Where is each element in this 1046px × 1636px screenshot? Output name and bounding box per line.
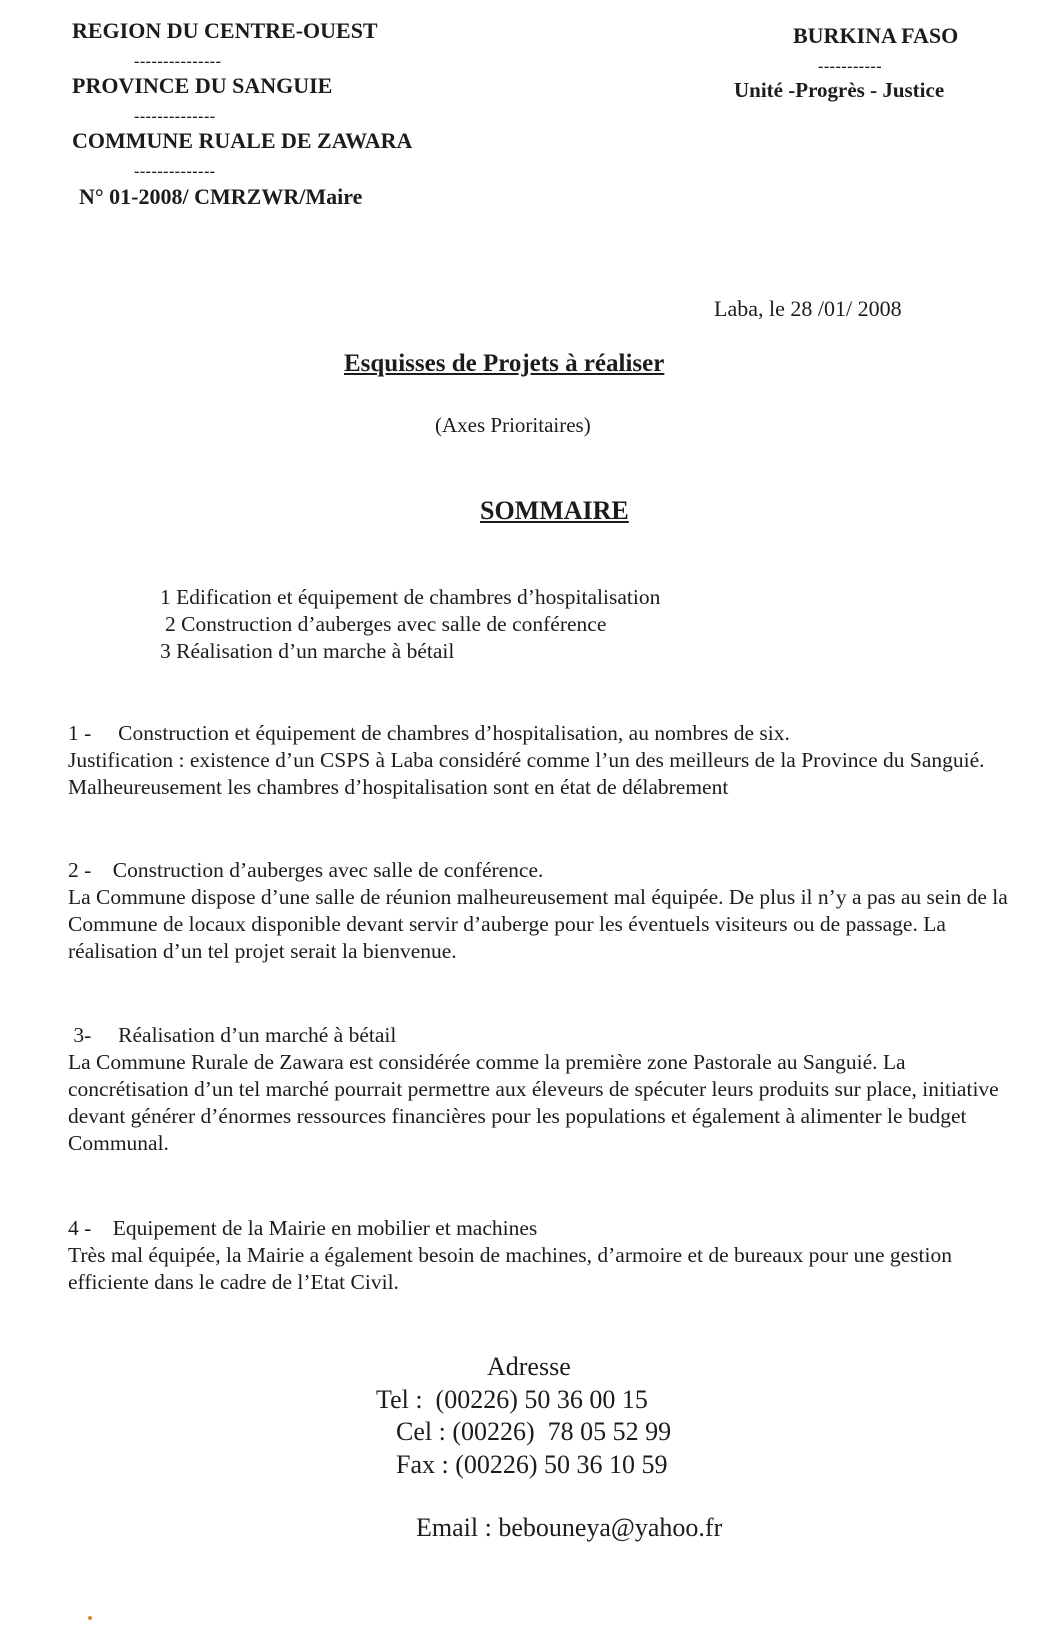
section-text: Justification : existence d’un CSPS à Laba considéré comme l’un des meilleurs de la Province du Sanguié. Malheureusement les chambres d’hospitalisation sont en état de délabrement: [68, 748, 985, 799]
reference-number: N° 01-2008/ CMRZWR/Maire: [79, 184, 363, 209]
separator: --------------: [134, 163, 216, 180]
country-heading: BURKINA FASO: [793, 23, 959, 48]
separator: --------------: [134, 108, 216, 125]
separator: ---------------: [134, 53, 222, 70]
commune-heading: COMMUNE RUALE DE ZAWARA: [72, 128, 413, 153]
motto: Unité -Progrès - Justice: [734, 78, 945, 102]
section-4: [68, 1215, 1028, 1296]
contact-fax: Fax : (00226) 50 36 10 59: [396, 1450, 668, 1479]
document-title: Esquisses de Projets à réaliser: [344, 350, 665, 377]
section-title: 2 - Construction d’auberges avec salle de conférence.: [68, 858, 544, 882]
contact-heading: Adresse: [487, 1352, 571, 1381]
section-3: [68, 1022, 1028, 1157]
date-line: Laba, le 28 /01/ 2008: [714, 296, 902, 321]
section-title: 1 - Construction et équipement de chambres d’hospitalisation, au nombres de six.: [68, 721, 790, 745]
region-heading: REGION DU CENTRE-OUEST: [72, 18, 378, 43]
summary-item: 3 Réalisation d’un marche à bétail: [160, 639, 455, 663]
summary-heading: SOMMAIRE: [480, 496, 629, 525]
contact-email[interactable]: Email : bebouneya@yahoo.fr: [416, 1513, 723, 1542]
separator: -----------: [818, 58, 883, 75]
document-subtitle: (Axes Prioritaires): [435, 413, 591, 437]
province-heading: PROVINCE DU SANGUIE: [72, 73, 333, 98]
section-title: 4 - Equipement de la Mairie en mobilier et machines: [68, 1216, 538, 1240]
contact-cel: Cel : (00226) 78 05 52 99: [396, 1417, 672, 1446]
section-1: [68, 720, 1028, 801]
section-text: La Commune Rurale de Zawara est considérée comme la première zone Pastorale au Sanguié. La concrétisation d’un tel marché pourrait permettre aux éleveurs de spécuter leurs produits sur place, initiative devant générer d’énormes ressources financières pour les populations et également à alimenter le budget Communal.: [68, 1050, 999, 1155]
section-2: [68, 857, 1028, 965]
summary-item: 2 Construction d’auberges avec salle de conférence: [165, 612, 607, 636]
section-text: Très mal équipée, la Mairie a également besoin de machines, d’armoire et de bureaux pour une gestion efficiente dans le cadre de l’Etat Civil.: [68, 1243, 952, 1294]
contact-tel: Tel : (00226) 50 36 00 15: [376, 1385, 648, 1414]
section-text: La Commune dispose d’une salle de réunion malheureusement mal équipée. De plus il n’y a pas au sein de la Commune de locaux disponible devant servir d’auberge pour les éventuels visiteurs ou de passage. La réalisation d’un tel projet serait la bienvenue.: [68, 885, 1008, 963]
summary-item: 1 Edification et équipement de chambres d’hospitalisation: [160, 585, 661, 609]
section-title: 3- Réalisation d’un marché à bétail: [68, 1023, 397, 1047]
scan-speck: [88, 1616, 92, 1620]
